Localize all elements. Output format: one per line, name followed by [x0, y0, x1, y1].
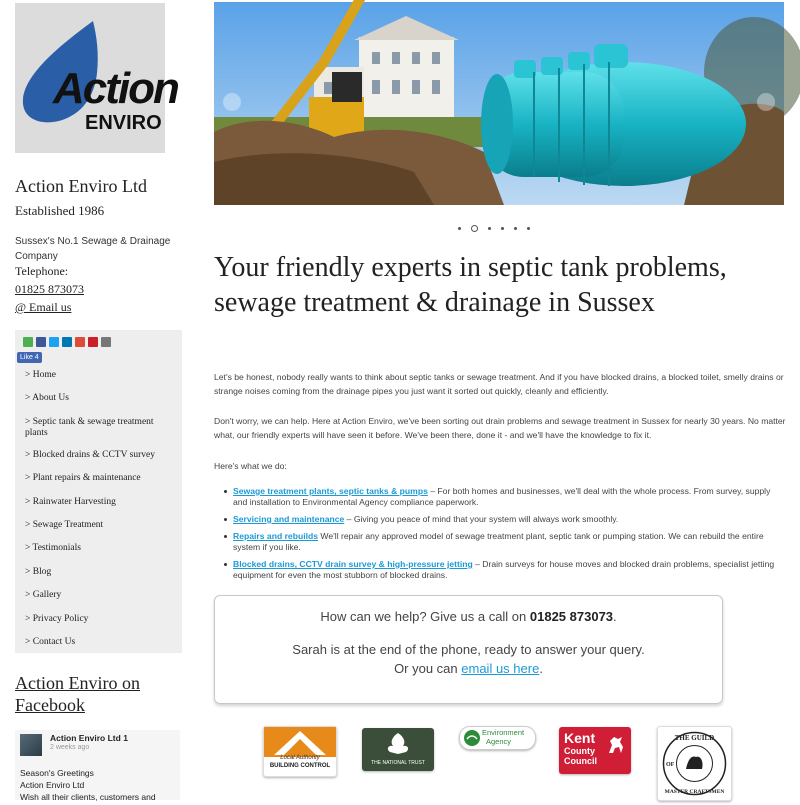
services-list: [224, 486, 786, 587]
callout-text: Or you can: [394, 661, 462, 676]
sidebar-panel: [15, 330, 182, 653]
carousel-dot-active[interactable]: [471, 225, 478, 232]
hero-carousel[interactable]: [214, 2, 784, 205]
sidebar-item-testimonials[interactable]: > Testimonials: [25, 543, 81, 554]
company-name: Action Enviro Ltd: [15, 176, 147, 196]
sidebar-item-rainwater-harvesting[interactable]: > Rainwater Harvesting: [25, 496, 116, 507]
logo-mark: [15, 3, 178, 153]
callout-email-link[interactable]: email us here: [461, 661, 540, 676]
tagline: Sussex's No.1 Sewage & Drainage Company: [15, 236, 171, 262]
service-item: [224, 531, 786, 553]
service-link-servicing[interactable]: Servicing and maintenance: [233, 514, 345, 524]
logo-word-action: Action: [53, 64, 178, 113]
intro-paragraph: Let's be honest, nobody really wants to think about septic tanks or sewage treatment. And if you have blocked drains, a blocked toilet, smelly drains or strange noises coming from the drainage pipes you just want it sorted out quickly, cleanly and efficiently.: [214, 372, 784, 396]
facebook-post-text: [20, 767, 178, 803]
sidebar-item-blocked-drains[interactable]: > Blocked drains & CCTV survey: [25, 449, 155, 460]
facebook-feed-widget: [15, 730, 180, 800]
facebook-page-name[interactable]: Action Enviro Ltd 1: [50, 733, 128, 743]
twitter-icon[interactable]: [49, 337, 59, 347]
horse-icon: [604, 733, 628, 757]
callout-text: .: [539, 661, 543, 676]
badge-local-authority-building-control[interactable]: [263, 726, 337, 777]
contact-callout: [214, 595, 723, 704]
callout-text: .: [613, 609, 617, 624]
telephone-link[interactable]: 01825 873073: [15, 282, 84, 296]
hero-image: [214, 2, 784, 205]
service-item: [224, 514, 786, 525]
page-headline: Your friendly experts in septic tank problems, sewage treatment & drainage in Sussex: [214, 252, 727, 318]
sidebar-nav: [25, 370, 175, 660]
sidebar-item-gallery[interactable]: > Gallery: [25, 590, 62, 601]
building-control-logo-icon: [264, 727, 336, 757]
sidebar-item-contact-us[interactable]: > Contact Us: [25, 636, 76, 647]
badge-guild-line2: MASTER CRAFTSMEN: [664, 789, 725, 795]
facebook-like-button[interactable]: Like 4: [17, 352, 42, 363]
facebook-post-line: Season's Greetings: [20, 768, 94, 778]
facebook-page-avatar[interactable]: [20, 734, 42, 756]
service-description: – For both homes and businesses, we'll deal with the whole process. From survey, supply and installation to Environmental Agency compliance paperwork.: [233, 486, 771, 507]
badge-kcc-line1: Kent: [564, 730, 596, 746]
callout-text: How can we help? Give us a call on: [320, 609, 530, 624]
email-link[interactable]: @ Email us: [15, 300, 72, 314]
social-share-bar: [23, 337, 111, 347]
callout-email-line: [215, 661, 722, 676]
sidebar-item-about-us[interactable]: > About Us: [25, 393, 69, 404]
badge-guild-prefix: OF: [666, 762, 675, 768]
guild-seal-icon: [658, 727, 731, 800]
badge-national-trust[interactable]: [362, 728, 434, 771]
callout-sarah-line: Sarah is at the end of the phone, ready to answer your query.: [292, 642, 645, 657]
carousel-next-arrow[interactable]: [757, 93, 775, 111]
carousel-dot[interactable]: [488, 227, 491, 230]
callout-phone-number[interactable]: 01825 873073: [529, 609, 614, 624]
linkedin-icon[interactable]: [62, 337, 72, 347]
sidebar-item-blog[interactable]: > Blog: [25, 566, 52, 577]
facebook-post-line: Wish all their clients, customers and: [20, 792, 156, 802]
telephone-label: Telephone:: [15, 264, 69, 278]
pinterest-icon[interactable]: [88, 337, 98, 347]
sidebar-item-home[interactable]: > Home: [25, 370, 56, 380]
badge-guild-line1: THE GUILD: [674, 734, 715, 742]
established-year: Established 1986: [15, 203, 105, 218]
services-intro: Here's what we do:: [214, 461, 287, 471]
service-link-blocked-drains[interactable]: Blocked drains, CCTV drain survey & high-pressure jetting: [233, 559, 473, 569]
badge-kent-county-council[interactable]: [559, 727, 631, 774]
facebook-post-line: Action Enviro Ltd: [20, 780, 85, 790]
badge-lbc-line2: BUILDING CONTROL: [269, 763, 331, 769]
service-description: We'll repair any approved model of sewage treatment plant, septic tank or pumping station. We can rebuild the entire system if you like.: [233, 531, 764, 552]
badge-kcc-line3: Council: [564, 756, 597, 766]
badge-lbc-line1: Local Authority: [280, 755, 320, 761]
badge-environment-agency[interactable]: [459, 726, 536, 750]
facebook-icon[interactable]: [36, 337, 46, 347]
carousel-dot[interactable]: [527, 227, 530, 230]
carousel-prev-arrow[interactable]: [223, 93, 241, 111]
service-description: – Giving you peace of mind that your system will always work smoothly.: [344, 514, 619, 524]
experience-paragraph: Don't worry, we can help. Here at Action Enviro, we've been sorting out drain problems and sewage treatment in Sussex for nearly 30 years. No matter what, our friendly experts will have seen it before. We've been there, done it - and we'll have the knowledge to fix it.: [214, 416, 786, 440]
share-icon[interactable]: [23, 337, 33, 347]
carousel-dot[interactable]: [458, 227, 461, 230]
oak-leaf-icon: [362, 728, 434, 758]
sidebar-item-sewage-treatment[interactable]: > Sewage Treatment: [25, 519, 104, 530]
callout-phone-line: [215, 609, 722, 624]
badge-ea-line1: Environment: [482, 728, 525, 737]
logo-word-enviro: ENVIRO: [85, 112, 162, 134]
carousel-dot[interactable]: [514, 227, 517, 230]
badge-nt-label: THE NATIONAL TRUST: [371, 760, 425, 766]
sidebar-item-septic-tanks[interactable]: > Septic tank & sewage treatment plants: [25, 416, 154, 438]
google-plus-icon[interactable]: [75, 337, 85, 347]
service-item: [224, 486, 786, 508]
carousel-pagination: [458, 225, 530, 232]
sidebar-item-privacy-policy[interactable]: > Privacy Policy: [25, 613, 89, 624]
carousel-dot[interactable]: [501, 227, 504, 230]
badge-kcc-line2: County: [564, 746, 595, 756]
facebook-post-time: 2 weeks ago: [50, 744, 90, 751]
email-icon[interactable]: [101, 337, 111, 347]
service-link-sewage-plants[interactable]: Sewage treatment plants, septic tanks & pumps: [233, 486, 428, 496]
badge-ea-line2: Agency: [486, 737, 512, 746]
environment-agency-icon: [463, 729, 481, 747]
service-link-repairs[interactable]: Repairs and rebuilds: [233, 531, 319, 541]
sidebar-item-plant-repairs[interactable]: > Plant repairs & maintenance: [25, 473, 141, 484]
service-item: [224, 559, 786, 581]
logo[interactable]: [15, 3, 178, 153]
facebook-section-title[interactable]: Action Enviro on Facebook: [15, 673, 140, 715]
badge-guild-of-master-craftsmen[interactable]: [657, 726, 732, 801]
service-description: – Drain surveys for house moves and blocked drain problems, specialist jetting equipment for even the most stubborn of blocked drains.: [233, 559, 775, 580]
